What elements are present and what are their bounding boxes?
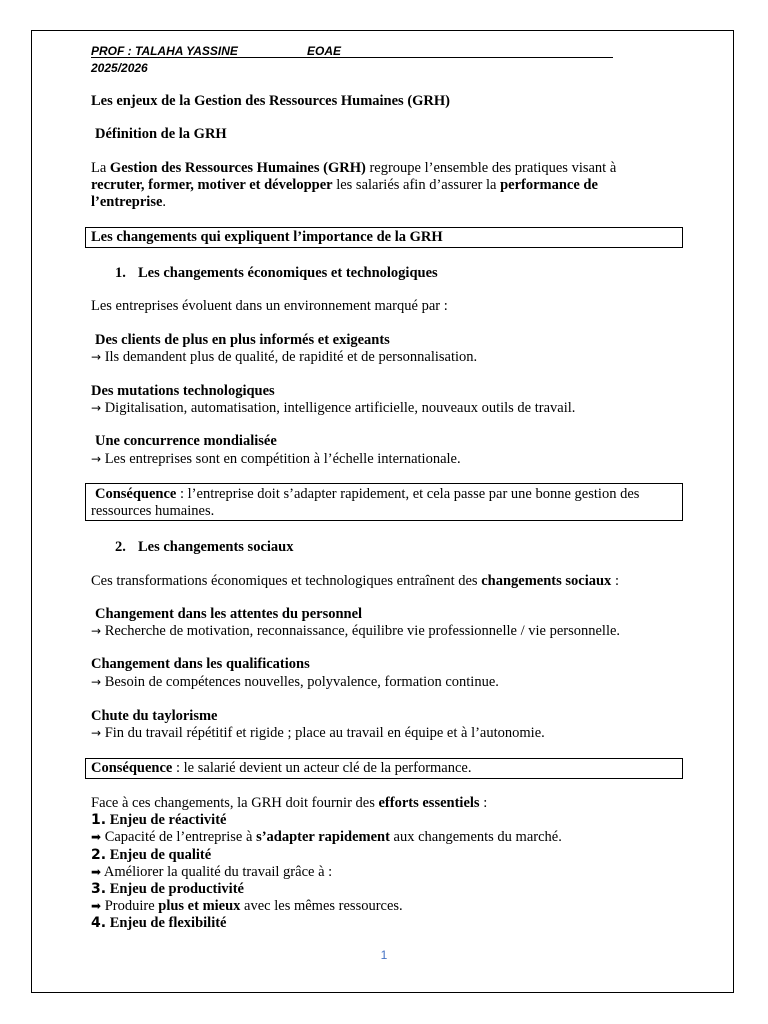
section-2-intro: Ces transformations économiques et technologiques entraînent des changements sociaux : [91, 573, 619, 589]
consequence-1-line-1: Conséquence : l’entreprise doit s’adapter rapidement, et cela passe par une bonne gestion des [95, 486, 640, 502]
section-2-number: 2. [115, 539, 126, 555]
header-school: EOAE [307, 44, 342, 58]
header-year: 2025/2026 [91, 61, 148, 75]
changes-box-text: Les changements qui expliquent l’importance de la GRH [91, 229, 443, 245]
section-1-number: 1. [115, 265, 126, 281]
item-desc: → Recherche de motivation, reconnaissance, équilibre vie professionnelle / vie personnelle. [91, 623, 621, 639]
arrow-icon: → [91, 350, 102, 364]
section-2-heading: Les changements sociaux [138, 539, 294, 555]
arrow-icon: → [91, 675, 102, 689]
item-desc: → Les entreprises sont en compétition à l’échelle internationale. [91, 451, 461, 467]
header-rule [91, 57, 613, 58]
enjeu-2-title: 2. Enjeu de qualité [91, 847, 212, 863]
enjeu-3-title: 3. Enjeu de productivité [91, 881, 244, 897]
item-desc: → Ils demandent plus de qualité, de rapidité et de personnalisation. [91, 349, 478, 365]
item-desc: → Digitalisation, automatisation, intelligence artificielle, nouveaux outils de travail. [91, 400, 576, 416]
heavy-arrow-icon: ➡ [91, 865, 102, 879]
arrow-icon: → [91, 401, 102, 415]
heavy-arrow-icon: ➡ [91, 830, 102, 844]
arrow-icon: → [91, 452, 102, 466]
item-title: Changement dans les attentes du personnel [95, 606, 363, 622]
header-prof: PROF : TALAHA YASSINE [91, 44, 238, 58]
heavy-arrow-icon: ➡ [91, 899, 102, 913]
item-desc: → Fin du travail répétitif et rigide ; place au travail en équipe et à l’autonomie. [91, 725, 545, 741]
definition-line-1: La Gestion des Ressources Humaines (GRH) regroupe l’ensemble des pratiques visant à [91, 160, 617, 176]
definition-heading: Définition de la GRH [95, 126, 227, 142]
efforts-intro: Face à ces changements, la GRH doit fournir des efforts essentiels : [91, 795, 488, 811]
section-1-intro: Les entreprises évoluent dans un environnement marqué par : [91, 298, 448, 314]
document-title: Les enjeux de la Gestion des Ressources Humaines (GRH) [91, 93, 451, 109]
page-number: 1 [380, 948, 388, 962]
item-title: Chute du taylorisme [91, 708, 218, 724]
enjeu-2-desc: ➡ Améliorer la qualité du travail grâce à : [91, 864, 333, 880]
definition-line-2: recruter, former, motiver et développer les salariés afin d’assurer la performance de [91, 177, 598, 193]
enjeu-1-desc: ➡ Capacité de l’entreprise à s’adapter rapidement aux changements du marché. [91, 829, 562, 845]
enjeu-3-desc: ➡ Produire plus et mieux avec les mêmes ressources. [91, 898, 403, 914]
item-title: Des clients de plus en plus informés et exigeants [95, 332, 390, 348]
enjeu-1-title: 1. Enjeu de réactivité [91, 812, 227, 828]
section-1-heading: Les changements économiques et technologiques [138, 265, 438, 281]
consequence-2-text: Conséquence : le salarié devient un acteur clé de la performance. [91, 760, 472, 776]
item-desc: → Besoin de compétences nouvelles, polyvalence, formation continue. [91, 674, 499, 690]
item-title: Des mutations technologiques [91, 383, 275, 399]
definition-line-3: l’entreprise. [91, 194, 167, 210]
arrow-icon: → [91, 624, 102, 638]
item-title: Une concurrence mondialisée [95, 433, 277, 449]
arrow-icon: → [91, 726, 102, 740]
enjeu-4-title: 4. Enjeu de flexibilité [91, 915, 227, 931]
consequence-1-line-2: ressources humaines. [91, 503, 215, 519]
item-title: Changement dans les qualifications [91, 656, 310, 672]
